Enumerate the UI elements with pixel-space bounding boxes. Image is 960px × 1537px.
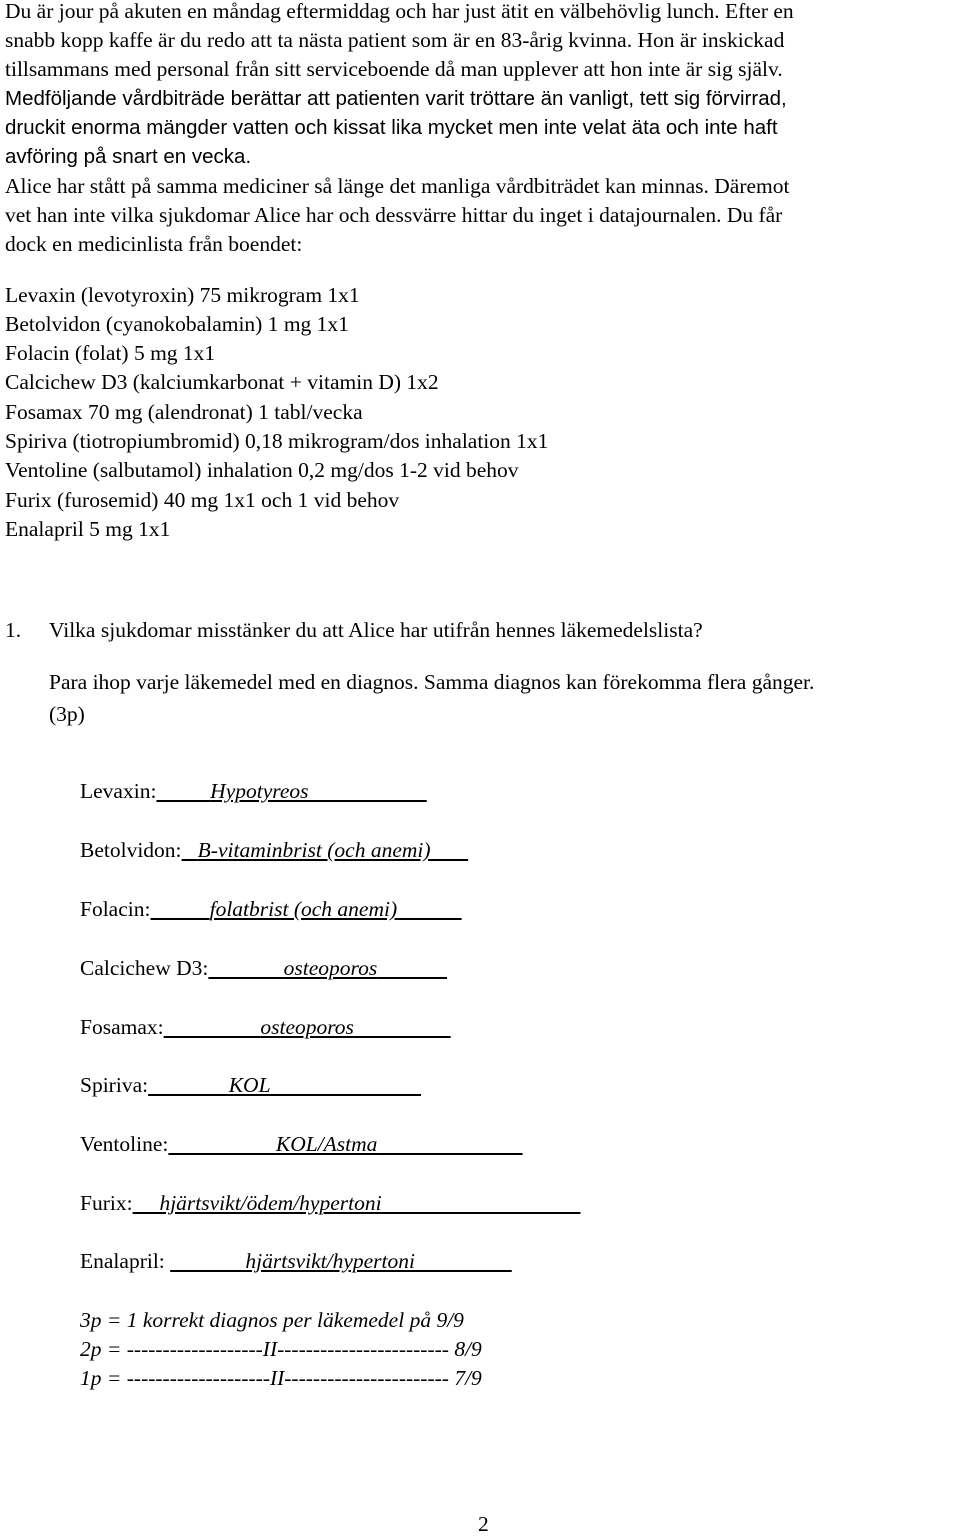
diagnosis-answer: folatbrist (och anemi): [209, 897, 398, 921]
diagnosis-answer: hjärtsvikt/ödem/hypertoni: [159, 1191, 382, 1215]
medication-item: Fosamax 70 mg (alendronat) 1 tabl/vecka: [5, 400, 363, 424]
answer-row: [80, 1073, 421, 1098]
answer-row: [80, 897, 462, 922]
medication-item: Ventoline (salbutamol) inhalation 0,2 mg/dos 1-2 vid behov: [5, 458, 519, 482]
answer-row: [80, 1191, 580, 1216]
scoring-line: 3p = 1 korrekt diagnos per läkemedel på 9/9: [80, 1308, 464, 1332]
medication-item: Levaxin (levotyroxin) 75 mikrogram 1x1: [5, 283, 360, 307]
intro-line: Medföljande vårdbiträde berättar att patienten varit tröttare än vanligt, tett sig förvirrad,: [5, 87, 787, 110]
drug-label: Folacin:: [80, 897, 151, 921]
answer-row: [80, 1132, 523, 1157]
answer-row: [80, 956, 447, 981]
intro-line: vet han inte vilka sjukdomar Alice har och dessvärre hittar du inget i datajournalen. Du får: [5, 203, 783, 227]
question-text: Vilka sjukdomar misstänker du att Alice har utifrån hennes läkemedelslista?: [49, 618, 703, 642]
intro-line: druckit enorma mängder vatten och kissat lika mycket men inte velat äta och inte haft: [5, 116, 778, 139]
intro-line: Alice har stått på samma mediciner så länge det manliga vårdbiträdet kan minnas. Däremot: [5, 174, 790, 198]
drug-label: Levaxin:: [80, 779, 157, 803]
diagnosis-answer: osteoporos: [283, 956, 378, 980]
drug-label: Ventoline:: [80, 1132, 169, 1156]
answer-row: [80, 838, 468, 863]
drug-label: Enalapril:: [80, 1249, 165, 1273]
medication-item: Folacin (folat) 5 mg 1x1: [5, 341, 216, 365]
medication-item: Betolvidon (cyanokobalamin) 1 mg 1x1: [5, 312, 349, 336]
medication-item: Spiriva (tiotropiumbromid) 0,18 mikrogram/dos inhalation 1x1: [5, 429, 549, 453]
scoring-line: 1p = --------------------II----------------------- 7/9: [80, 1366, 482, 1390]
diagnosis-answer: B-vitaminbrist (och anemi): [197, 838, 431, 862]
intro-line: dock en medicinlista från boendet:: [5, 232, 303, 256]
medication-item: Calcichew D3 (kalciumkarbonat + vitamin D) 1x2: [5, 370, 439, 394]
intro-line: tillsammans med personal från sitt serviceboende då man upplever att hon inte är sig själv.: [5, 57, 783, 81]
diagnosis-answer: hjärtsvikt/hypertoni: [245, 1249, 415, 1273]
answer-row: [80, 779, 427, 804]
medication-item: Furix (furosemid) 40 mg 1x1 och 1 vid behov: [5, 488, 400, 512]
question-instruction: Para ihop varje läkemedel med en diagnos. Samma diagnos kan förekomma flera gånger.: [49, 670, 815, 694]
diagnosis-answer: osteoporos: [260, 1015, 354, 1039]
drug-label: Fosamax:: [80, 1015, 164, 1039]
intro-line: Du är jour på akuten en måndag eftermiddag och har just ätit en välbehövlig lunch. Efter en: [5, 0, 794, 23]
page-number: 2: [478, 1512, 489, 1536]
diagnosis-answer: Hypotyreos: [210, 779, 309, 803]
diagnosis-answer: KOL: [228, 1073, 271, 1097]
answer-row: [80, 1249, 512, 1274]
scoring-line: 2p = -------------------II------------------------ 8/9: [80, 1337, 482, 1361]
drug-label: Spiriva:: [80, 1073, 149, 1097]
intro-line: snabb kopp kaffe är du redo att ta nästa patient som är en 83-årig kvinna. Hon är inskickad: [5, 28, 785, 52]
question-number: 1.: [5, 618, 22, 642]
diagnosis-answer: KOL/Astma: [275, 1132, 378, 1156]
answer-row: [80, 1015, 451, 1040]
drug-label: Betolvidon:: [80, 838, 182, 862]
medication-item: Enalapril 5 mg 1x1: [5, 517, 171, 541]
drug-label: Furix:: [80, 1191, 133, 1215]
question-points: (3p): [49, 702, 85, 726]
drug-label: Calcichew D3:: [80, 956, 209, 980]
intro-line: avföring på snart en vecka.: [5, 145, 252, 168]
